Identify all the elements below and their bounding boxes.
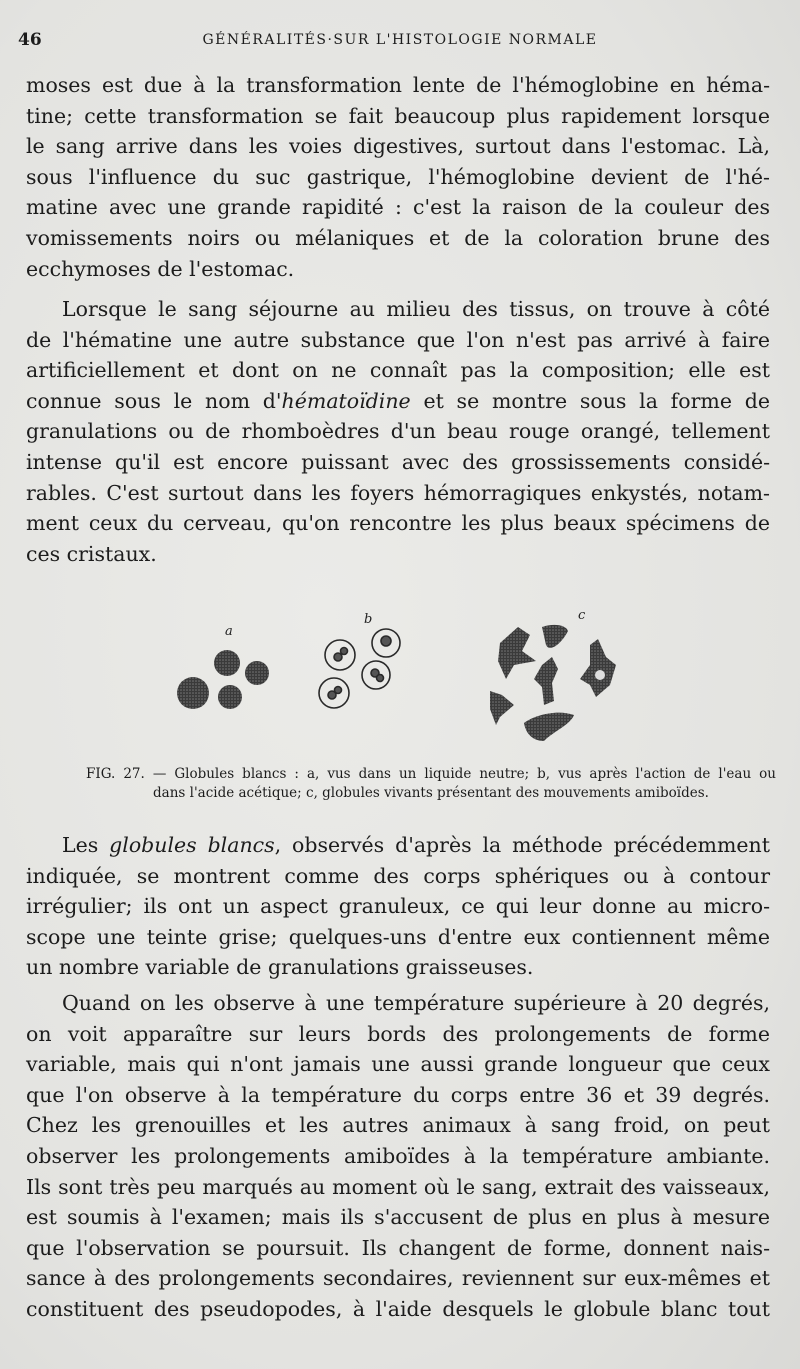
text-line: irrégulier; ils ont un aspect granuleux, ce qui leur donne au micro- <box>26 894 770 919</box>
text-line: indiquée, se montrent comme des corps sphériques ou à contour <box>26 863 770 888</box>
paragraph-2 <box>26 294 770 569</box>
text-line <box>26 386 770 417</box>
text-line: observer les prolongements amiboïdes à la température ambiante. <box>26 1143 770 1168</box>
text-line: moses est due à la transformation lente de l'hémoglobine en héma- <box>26 73 770 97</box>
text-line: sance à des prolongements secondaires, reviennent sur eux-mêmes et <box>26 1266 770 1291</box>
text-line: constituent des pseudopodes, à l'aide desquels le globule blanc tout <box>26 1296 770 1321</box>
amoeboid-cell <box>580 639 616 697</box>
figure-label-b: b <box>364 612 373 627</box>
figure-27 <box>150 605 650 755</box>
figure-label-c: c <box>578 608 586 623</box>
text-line: vomissements noirs ou mélaniques et de la coloration brune des <box>26 225 770 250</box>
figure-label-a: a <box>225 624 233 639</box>
text-line: Ils sont très peu marqués au moment où le sang, extrait des vaisseaux, <box>26 1174 770 1199</box>
text-line <box>26 830 770 861</box>
term-globules-blancs: globules blancs <box>109 833 275 857</box>
running-head <box>18 30 782 56</box>
amoeboid-cell <box>490 691 514 725</box>
text-line: Lorsque le sang séjourne au milieu des tissus, on trouve à côté <box>62 297 770 321</box>
text-line: variable, mais qui n'ont jamais une aussi grande longueur que ceux <box>26 1052 770 1077</box>
term-hematoidine: hématoïdine <box>281 388 411 413</box>
globule <box>177 677 209 709</box>
text-line: sous l'influence du suc gastrique, l'hémoglobine devient de l'hé- <box>26 164 770 189</box>
text-line: est soumis à l'examen; mais ils s'accusent de plus en plus à mesure <box>26 1205 770 1230</box>
amoeboid-cell <box>524 713 574 741</box>
text-line: ecchymoses de l'estomac. <box>26 256 295 281</box>
paragraph-4 <box>26 988 770 1325</box>
nucleus <box>341 648 348 655</box>
text-line: scope une teinte grise; quelques-uns d'entre eux contiennent même <box>26 924 770 949</box>
nucleus <box>334 653 342 661</box>
caption-line: FIG. 27. — Globules blancs : a, vus dans un liquide neutre; b, vus après l'action de l'eau ou <box>86 766 776 782</box>
running-title: GÉNÉRALITÉS·SUR L'HISTOLOGIE NORMALE <box>202 32 598 48</box>
figure-27-illustration <box>150 605 650 755</box>
text-line: tine; cette transformation se fait beaucoup plus rapidement lorsque <box>26 103 770 128</box>
caption-line: dans l'acide acétique; c, globules vivants présentant des mouvements amiboïdes. <box>153 785 709 801</box>
paragraph-3 <box>26 830 770 983</box>
nucleus <box>335 687 342 694</box>
vacuole <box>595 670 605 680</box>
text-line: Quand on les observe à une température supérieure à 20 degrés, <box>62 991 770 1015</box>
amoeboid-cell <box>542 625 568 648</box>
text-line: le sang arrive dans les voies digestives, surtout dans l'estomac. Là, <box>26 134 770 159</box>
text-line: intense qu'il est encore puissant avec des grossissements considé- <box>26 449 770 474</box>
amoeboid-cell <box>498 627 536 679</box>
text-fragment: et se montre sous la forme de <box>410 388 770 413</box>
text-fragment: , observés d'après la méthode précédemment <box>274 833 770 857</box>
amoeboid-cell <box>534 657 558 705</box>
text-line: que l'on observe à la température du corps entre 36 et 39 degrés. <box>26 1082 770 1107</box>
globule <box>218 685 242 709</box>
text-line: de l'hématine une autre substance que l'on n'est pas arrivé à faire <box>26 327 770 352</box>
text-line: rables. C'est surtout dans les foyers hémorragiques enkystés, notam- <box>26 480 770 505</box>
group-b-globules <box>319 629 400 708</box>
text-line: on voit apparaître sur leurs bords des prolongements de forme <box>26 1021 770 1046</box>
text-line: granulations ou de rhomboèdres d'un beau rouge orangé, tellement <box>26 419 770 444</box>
figure-caption <box>86 765 776 803</box>
text-fragment: connue sous le nom d' <box>26 388 282 413</box>
nucleus <box>381 636 391 646</box>
paragraph-1 <box>26 70 770 284</box>
globule <box>245 661 269 685</box>
text-line: artificiellement et dont on ne connaît pas la composition; elle est <box>26 358 770 383</box>
text-line: ces cristaux. <box>26 541 157 566</box>
text-line: Chez les grenouilles et les autres animaux à sang froid, on peut <box>26 1113 770 1138</box>
text-line: matine avec une grande rapidité : c'est la raison de la couleur des <box>26 195 770 220</box>
text-fragment: Les <box>62 833 110 857</box>
globule <box>214 650 240 676</box>
text-line: que l'observation se poursuit. Ils changent de forme, donnent nais- <box>26 1235 770 1260</box>
group-c-amoeboid-cells <box>490 625 616 741</box>
text-line: ment ceux du cerveau, qu'on rencontre les plus beaux spécimens de <box>26 511 770 536</box>
nucleus <box>377 675 384 682</box>
text-line: un nombre variable de granulations graisseuses. <box>26 955 534 980</box>
page-number: 46 <box>18 30 42 50</box>
group-a-globules <box>177 650 269 709</box>
